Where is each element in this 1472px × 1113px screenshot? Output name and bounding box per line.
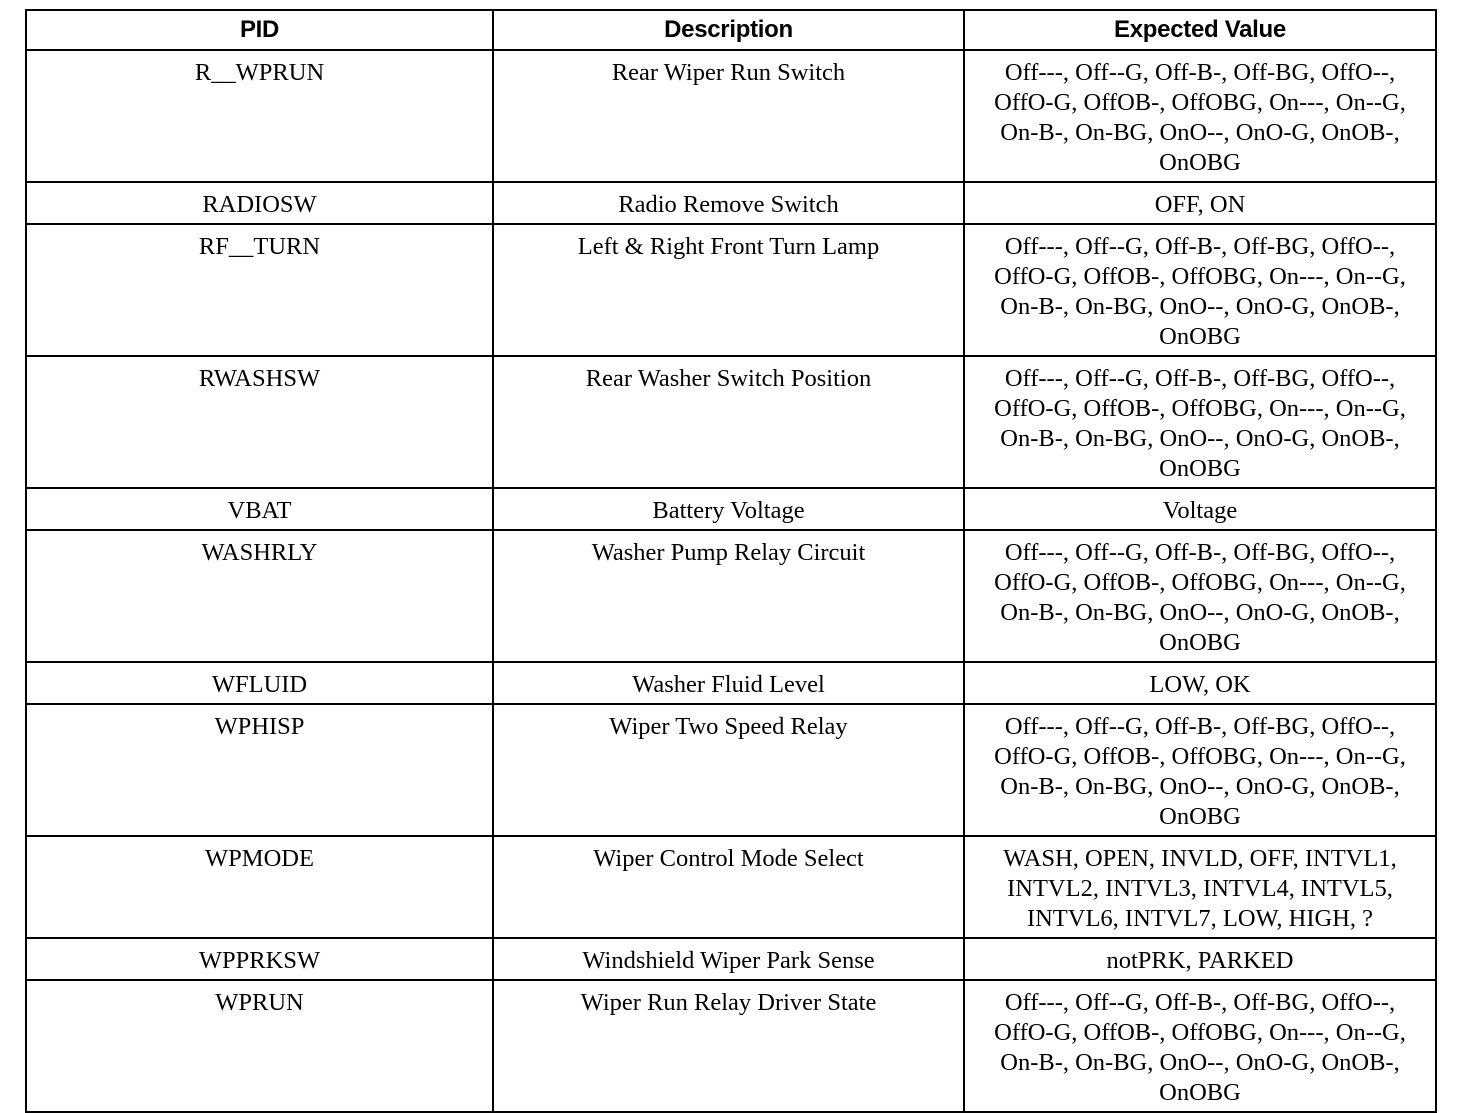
table-row [26, 224, 1436, 356]
cell-pid: R__WPRUN [26, 50, 493, 182]
cell-pid: RWASHSW [26, 356, 493, 488]
cell-expected-value: LOW, OK [964, 662, 1436, 704]
table-header-row [26, 10, 1436, 50]
header-description: Description [493, 10, 964, 50]
cell-pid: WPMODE [26, 836, 493, 938]
table-row [26, 938, 1436, 980]
cell-expected-value: notPRK, PARKED [964, 938, 1436, 980]
cell-pid: RADIOSW [26, 182, 493, 224]
cell-expected-value: WASH, OPEN, INVLD, OFF, INTVL1, INTVL2, INTVL3, INTVL4, INTVL5, INTVL6, INTVL7, LOW, HIGH, ? [964, 836, 1436, 938]
cell-description: Wiper Two Speed Relay [493, 704, 964, 836]
cell-pid: RF__TURN [26, 224, 493, 356]
header-pid: PID [26, 10, 493, 50]
cell-description: Left & Right Front Turn Lamp [493, 224, 964, 356]
cell-pid: WFLUID [26, 662, 493, 704]
cell-description: Washer Fluid Level [493, 662, 964, 704]
cell-description: Battery Voltage [493, 488, 964, 530]
pid-table [25, 9, 1437, 1113]
cell-expected-value: OFF, ON [964, 182, 1436, 224]
cell-expected-value: Off---, Off--G, Off-B-, Off-BG, OffO--, OffO-G, OffOB-, OffOBG, On---, On--G, On-B-, On-BG, OnO--, OnO-G, OnOB-, OnOBG [964, 356, 1436, 488]
table-row [26, 704, 1436, 836]
cell-pid: WPRUN [26, 980, 493, 1112]
table-row [26, 662, 1436, 704]
cell-pid: VBAT [26, 488, 493, 530]
table-row [26, 530, 1436, 662]
cell-description: Rear Wiper Run Switch [493, 50, 964, 182]
cell-expected-value: Off---, Off--G, Off-B-, Off-BG, OffO--, OffO-G, OffOB-, OffOBG, On---, On--G, On-B-, On-BG, OnO--, OnO-G, OnOB-, OnOBG [964, 530, 1436, 662]
table-row [26, 488, 1436, 530]
table-row [26, 980, 1436, 1112]
cell-description: Wiper Control Mode Select [493, 836, 964, 938]
pid-table-container [25, 9, 1435, 1113]
table-row [26, 356, 1436, 488]
table-row [26, 182, 1436, 224]
cell-description: Washer Pump Relay Circuit [493, 530, 964, 662]
cell-expected-value: Off---, Off--G, Off-B-, Off-BG, OffO--, OffO-G, OffOB-, OffOBG, On---, On--G, On-B-, On-BG, OnO--, OnO-G, OnOB-, OnOBG [964, 50, 1436, 182]
cell-description: Wiper Run Relay Driver State [493, 980, 964, 1112]
cell-description: Windshield Wiper Park Sense [493, 938, 964, 980]
cell-description: Rear Washer Switch Position [493, 356, 964, 488]
cell-pid: WPHISP [26, 704, 493, 836]
cell-pid: WPPRKSW [26, 938, 493, 980]
cell-expected-value: Voltage [964, 488, 1436, 530]
cell-description: Radio Remove Switch [493, 182, 964, 224]
table-row [26, 836, 1436, 938]
cell-expected-value: Off---, Off--G, Off-B-, Off-BG, OffO--, OffO-G, OffOB-, OffOBG, On---, On--G, On-B-, On-BG, OnO--, OnO-G, OnOB-, OnOBG [964, 224, 1436, 356]
table-row [26, 50, 1436, 182]
cell-pid: WASHRLY [26, 530, 493, 662]
cell-expected-value: Off---, Off--G, Off-B-, Off-BG, OffO--, OffO-G, OffOB-, OffOBG, On---, On--G, On-B-, On-BG, OnO--, OnO-G, OnOB-, OnOBG [964, 704, 1436, 836]
cell-expected-value: Off---, Off--G, Off-B-, Off-BG, OffO--, OffO-G, OffOB-, OffOBG, On---, On--G, On-B-, On-BG, OnO--, OnO-G, OnOB-, OnOBG [964, 980, 1436, 1112]
header-expected-value: Expected Value [964, 10, 1436, 50]
